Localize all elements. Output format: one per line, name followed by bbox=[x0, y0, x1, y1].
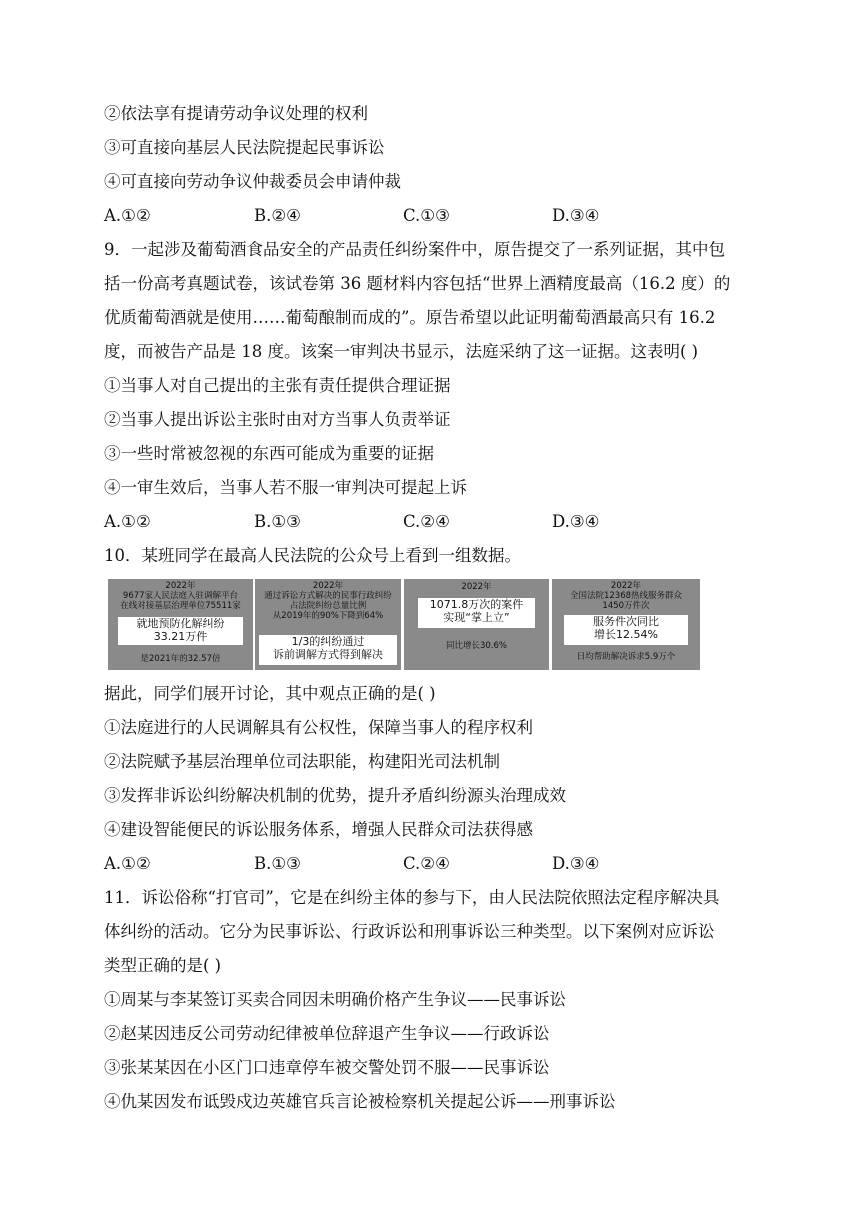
q9-stem-line-3: 优质葡萄酒就是使用……葡萄酿制而成的”。原告希望以此证明葡萄酒最高只有 16.2 bbox=[104, 308, 716, 327]
stat-panel-1-text: 9677家人民法庭入驻调解平台 bbox=[122, 591, 239, 601]
q8-item-2: ②依法享有提请劳动争议处理的权利 bbox=[104, 104, 368, 123]
stat-panel-3 bbox=[404, 579, 549, 670]
stat-panel-2 bbox=[255, 579, 401, 670]
stat-panel-1-highlight-line: 就地预防化解纠纷 bbox=[136, 617, 225, 630]
stat-panel-4-highlight-line: 服务件次同比 bbox=[593, 615, 659, 628]
stat-panel-3-highlight bbox=[418, 598, 535, 628]
q9-item-4: ④一审生效后，当事人若不服一审判决可提起上诉 bbox=[104, 478, 467, 497]
q9-stem-line-4: 度，而被告产品是 18 度。该案一审判决书显示，法庭采纳了这一证据。这表明( ) bbox=[104, 342, 699, 361]
stat-panel-3-year: 2022年 bbox=[461, 582, 492, 592]
q11-stem-line-2: 体纠纷的活动。它分为民事诉讼、行政诉讼和刑事诉讼三种类型。以下案例对应诉讼 bbox=[104, 922, 715, 941]
stat-panel-4 bbox=[552, 579, 700, 670]
stat-panel-4-year: 2022年 bbox=[610, 581, 642, 591]
q9-option-a: A.①② bbox=[104, 512, 151, 531]
q8-option-c: C.①③ bbox=[403, 206, 450, 225]
q9-stem-line-1: 9．一起涉及葡萄酒食品安全的产品责任纠纷案件中，原告提交了一系列证据，其中包 bbox=[104, 240, 725, 259]
stat-panel-4-highlight-line: 增长12.54% bbox=[594, 628, 658, 641]
q11-stem-line-3: 类型正确的是( ) bbox=[104, 956, 222, 975]
q9-option-b: B.①③ bbox=[254, 512, 301, 531]
stat-panel-3-highlight-line: 1071.8万次的案件 bbox=[429, 598, 524, 611]
stat-panel-3-footnote: 同比增长30.6% bbox=[445, 641, 507, 651]
q11-item-3: ③张某某因在小区门口违章停车被交警处罚不服——民事诉讼 bbox=[104, 1058, 550, 1077]
q9-item-2: ②当事人提出诉讼主张时由对方当事人负责举证 bbox=[104, 410, 451, 429]
q8-item-3: ③可直接向基层人民法院提起民事诉讼 bbox=[104, 138, 385, 157]
q9-option-d: D.③④ bbox=[552, 512, 600, 531]
stat-panel-4-text: 1450万件次 bbox=[602, 601, 650, 611]
q9-item-3: ③一些时常被忽视的东西可能成为重要的证据 bbox=[104, 444, 434, 463]
stat-panel-1-highlight bbox=[118, 617, 243, 645]
stat-panel-2-text: 占法院纠纷总量比例 bbox=[289, 601, 367, 611]
stat-panel-2-highlight-line: 诉前调解方式得到解决 bbox=[273, 648, 383, 661]
stat-panel-4-highlight bbox=[564, 615, 688, 645]
q11-item-4: ④仇某因发布诋毁戍边英雄官兵言论被检察机关提起公诉——刑事诉讼 bbox=[104, 1092, 616, 1111]
q8-option-b: B.②④ bbox=[254, 206, 301, 225]
q11-stem-line-1: 11．诉讼俗称“打官司”，它是在纠纷主体的参与下，由人民法院依照法定程序解决具 bbox=[104, 888, 720, 907]
q10-item-2: ②法院赋予基层治理单位司法职能，构建阳光司法机制 bbox=[104, 752, 500, 771]
q10-option-a: A.①② bbox=[104, 854, 151, 873]
stat-panel-1-highlight-line: 33.21万件 bbox=[153, 630, 208, 643]
stat-panel-4-footnote: 日均帮助解决诉求5.9万个 bbox=[576, 652, 676, 662]
q10-option-c: C.②④ bbox=[403, 854, 450, 873]
q9-stem-line-2: 括一份高考真题试卷，该试卷第 36 题材料内容包括“世界上酒精度最高（16.2 度）的 bbox=[104, 274, 731, 293]
q8-option-a: A.①② bbox=[104, 206, 151, 225]
q10-lead: 据此，同学们展开讨论，其中观点正确的是( ) bbox=[104, 684, 436, 703]
q9-item-1: ①当事人对自己提出的主张有责任提供合理证据 bbox=[104, 376, 451, 395]
q10-item-3: ③发挥非诉讼纠纷解决机制的优势，提升矛盾纠纷源头治理成效 bbox=[104, 786, 566, 805]
stat-panel-1-text: 在线对接基层治理单位75511家 bbox=[120, 601, 241, 611]
stat-panel-4-text: 全国法院12368热线服务群众 bbox=[569, 591, 683, 601]
q10-item-4: ④建设智能便民的诉讼服务体系，增强人民群众司法获得感 bbox=[104, 820, 533, 839]
q8-option-d: D.③④ bbox=[552, 206, 600, 225]
stat-panel-1-footnote: 是2021年的32.57倍 bbox=[140, 654, 221, 664]
q10-item-1: ①法庭进行的人民调解具有公权性，保障当事人的程序权利 bbox=[104, 718, 533, 737]
q8-item-4: ④可直接向劳动争议仲裁委员会申请仲裁 bbox=[104, 172, 401, 191]
stat-panel-2-text: 通过诉讼方式解决的民事行政纠纷 bbox=[264, 591, 392, 601]
stat-panel-3-highlight-line: 实现“掌上立” bbox=[443, 611, 510, 624]
q10-option-d: D.③④ bbox=[552, 854, 600, 873]
q10-stem: 10．某班同学在最高人民法院的公众号上看到一组数据。 bbox=[104, 546, 521, 565]
q11-item-2: ②赵某因违反公司劳动纪律被单位辞退产生争议——行政诉讼 bbox=[104, 1024, 550, 1043]
stat-panel-1-year: 2022年 bbox=[165, 581, 196, 591]
q10-option-b: B.①③ bbox=[254, 854, 301, 873]
stat-panel-2-highlight bbox=[259, 635, 397, 665]
q11-item-1: ①周某与李某签订买卖合同因未明确价格产生争议——民事诉讼 bbox=[104, 990, 566, 1009]
q9-option-c: C.②④ bbox=[403, 512, 450, 531]
stat-panel-2-year: 2022年 bbox=[312, 581, 344, 591]
stat-panel-2-text: 从2019年的90%下降到64% bbox=[272, 611, 384, 621]
stat-panel-2-highlight-line: 1/3的纠纷通过 bbox=[291, 635, 365, 648]
stat-panel-1 bbox=[108, 579, 253, 670]
